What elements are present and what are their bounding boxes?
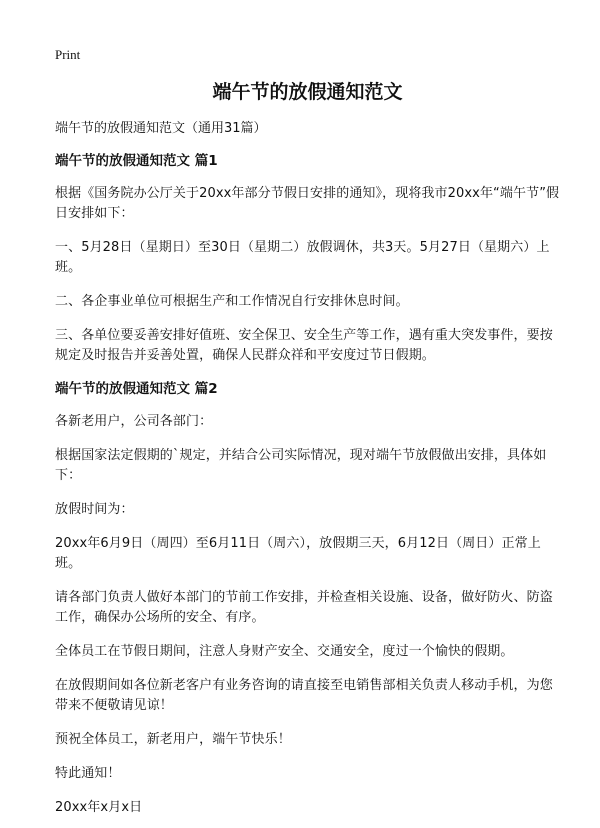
paragraph: 各新老用户，公司各部门：	[55, 414, 213, 429]
paragraph: 根据国家法定假期的`规定，并结合公司实际情况，现对端午节放假做出安排，具体如下：	[55, 448, 547, 483]
paragraph: 20xx年x月x日	[55, 800, 143, 815]
print-link[interactable]: Print	[55, 47, 81, 62]
paragraph: 二、各企事业单位可根据生产和工作情况自行安排休息时间。	[55, 294, 409, 309]
section-1	[55, 152, 560, 366]
paragraph: 请各部门负责人做好本部门的节前工作安排，并检查相关设施、设备，做好防火、防盗工作，确保办公场所的安全、有序。	[55, 590, 553, 625]
paragraph: 放假时间为：	[55, 502, 134, 517]
paragraph: 在放假期间如各位新老客户有业务咨询的请直接至电销售部相关负责人移动手机，为您带来不便敬请见谅！	[55, 678, 553, 713]
document-subtitle: 端午节的放假通知范文（通用31篇）	[55, 121, 267, 136]
paragraph: 特此通知！	[55, 766, 121, 781]
section-heading: 端午节的放假通知范文 篇2	[55, 381, 218, 397]
paragraph: 根据《国务院办公厅关于20xx年部分节假日安排的通知》，现将我市20xx年“端午节”假日安排如下：	[55, 186, 560, 221]
paragraph: 三、各单位要妥善安排好值班、安全保卫、安全生产等工作，遇有重大突发事件，要按规定及时报告并妥善处置，确保人民群众祥和平安度过节日假期。	[55, 328, 553, 363]
paragraph: 一、5月28日（星期日）至30日（星期二）放假调休，共3天。5月27日（星期六）上班。	[55, 240, 550, 275]
paragraph: 20xx年6月9日（周四）至6月11日（周六），放假期三天，6月12日（周日）正常上班。	[55, 536, 541, 571]
section-2	[55, 380, 560, 818]
document-title: 端午节的放假通知范文	[212, 81, 403, 103]
section-heading: 端午节的放假通知范文 篇1	[55, 153, 218, 169]
paragraph: 全体员工在节假日期间，注意人身财产安全、交通安全，度过一个愉快的假期。	[55, 644, 514, 659]
paragraph: 预祝全体员工，新老用户，端午节快乐！	[55, 732, 291, 747]
